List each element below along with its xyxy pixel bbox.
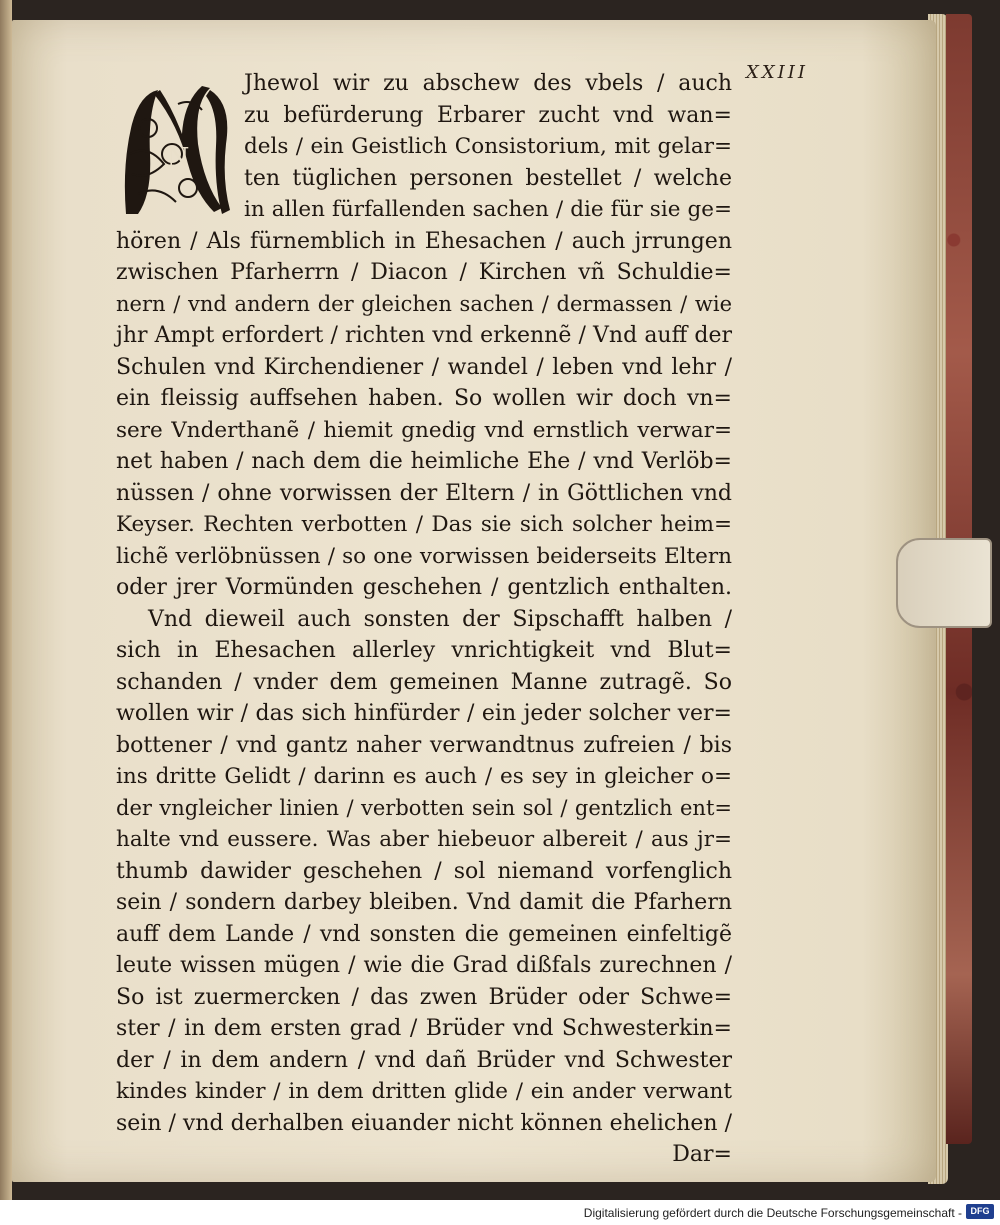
text-line: jhr Ampt erfordert / richten vnd erkennẽ / Vnd auff der <box>116 323 732 348</box>
dfg-logo: DFG <box>966 1204 994 1219</box>
text-line: in allen fürfallenden sachen / die für sie ge= <box>244 197 732 222</box>
text-line: ster / in dem ersten grad / Brüder vnd Schwesterkin= <box>116 1016 732 1041</box>
text-line: Schulen vnd Kirchendiener / wandel / leben vnd lehr / <box>116 354 732 380</box>
text-line: thumb dawider geschehen / sol niemand vorfenglich <box>116 858 732 884</box>
decorated-initial-letter: N <box>166 143 190 173</box>
text-line: nüssen / ohne vorwissen der Eltern / in Göttlichen vnd <box>116 480 732 506</box>
text-line: hören / Als fürnemblich in Ehesachen / auch jrrungen <box>116 228 732 254</box>
text-line: wollen wir / das sich hinfürder / ein jeder solcher ver= <box>116 701 732 726</box>
footer-bar <box>0 1200 1000 1225</box>
text-line: nern / vnd andern der gleichen sachen / dermassen / wie <box>116 291 732 316</box>
text-line: der / in dem andern / vnd dañ Brüder vnd Schwester <box>116 1047 732 1073</box>
page-tab <box>896 538 992 628</box>
text-line: sere Vnderthanẽ / hiemit gnedig vnd ernstlich verwar= <box>116 417 732 443</box>
binding-edge <box>0 0 12 1200</box>
text-line: Vnd dieweil auch sonsten der Sipschafft halben / <box>148 606 732 632</box>
folio-number: XXIII <box>746 62 808 83</box>
text-line: bottener / vnd gantz naher verwandtnus zufreien / bis <box>116 732 732 758</box>
text-line: halte vnd eussere. Was aber hiebeuor albereit / aus jr= <box>116 827 732 852</box>
text-line: zu befürderung Erbarer zucht vnd wan= <box>244 102 732 128</box>
text-line: dels / ein Geistlich Consistorium, mit gelar= <box>244 134 732 159</box>
text-line: auff dem Lande / vnd sonsten die gemeinen einfeltigẽ <box>116 921 732 947</box>
text-line: net haben / nach dem die heimliche Ehe / vnd Verlöb= <box>116 449 732 474</box>
text-line: So ist zuermercken / das zwen Brüder oder Schwe= <box>116 984 732 1010</box>
text-line: sein / vnd derhalben eiuander nicht können ehelichen / <box>116 1110 732 1136</box>
text-line: leute wissen mügen / wie die Grad dißfals zurechnen / <box>116 953 732 978</box>
text-line: lichẽ verlöbnüssen / so one vorwissen beiderseits Eltern <box>116 543 732 569</box>
text-line: ein fleissig auffsehen haben. So wollen wir doch vn= <box>116 386 732 411</box>
text-line: sich in Ehesachen allerley vnrichtigkeit vnd Blut= <box>116 638 732 663</box>
text-line: Keyser. Rechten verbotten / Das sie sich solcher heim= <box>116 512 732 537</box>
text-line: oder jrer Vormünden geschehen / gentzlich enthalten. <box>116 575 732 600</box>
text-line: schanden / vnder dem gemeinen Manne zutragẽ. So <box>116 669 732 695</box>
catchword: Dar= <box>672 1142 732 1167</box>
main-text <box>116 68 732 1171</box>
text-line: der vngleicher linien / verbotten sein sol / gentzlich ent= <box>116 795 732 820</box>
funding-credit: Digitalisierung gefördert durch die Deutsche Forschungsgemeinschaft - <box>583 1206 962 1220</box>
text-line: ten tüglichen personen bestellet / welche <box>244 165 732 191</box>
text-line: kindes kinder / in dem dritten glide / ein ander verwant <box>116 1079 732 1104</box>
text-line: ins dritte Gelidt / darinn es auch / es sey in gleicher o= <box>116 764 732 789</box>
text-line: sein / sondern darbey bleiben. Vnd damit die Pfarhern <box>116 890 732 915</box>
text-line: zwischen Pfarherrn / Diacon / Kirchen vñ Schuldie= <box>116 260 732 285</box>
text-line: Jhewol wir zu abschew des vbels / auch <box>244 71 732 96</box>
